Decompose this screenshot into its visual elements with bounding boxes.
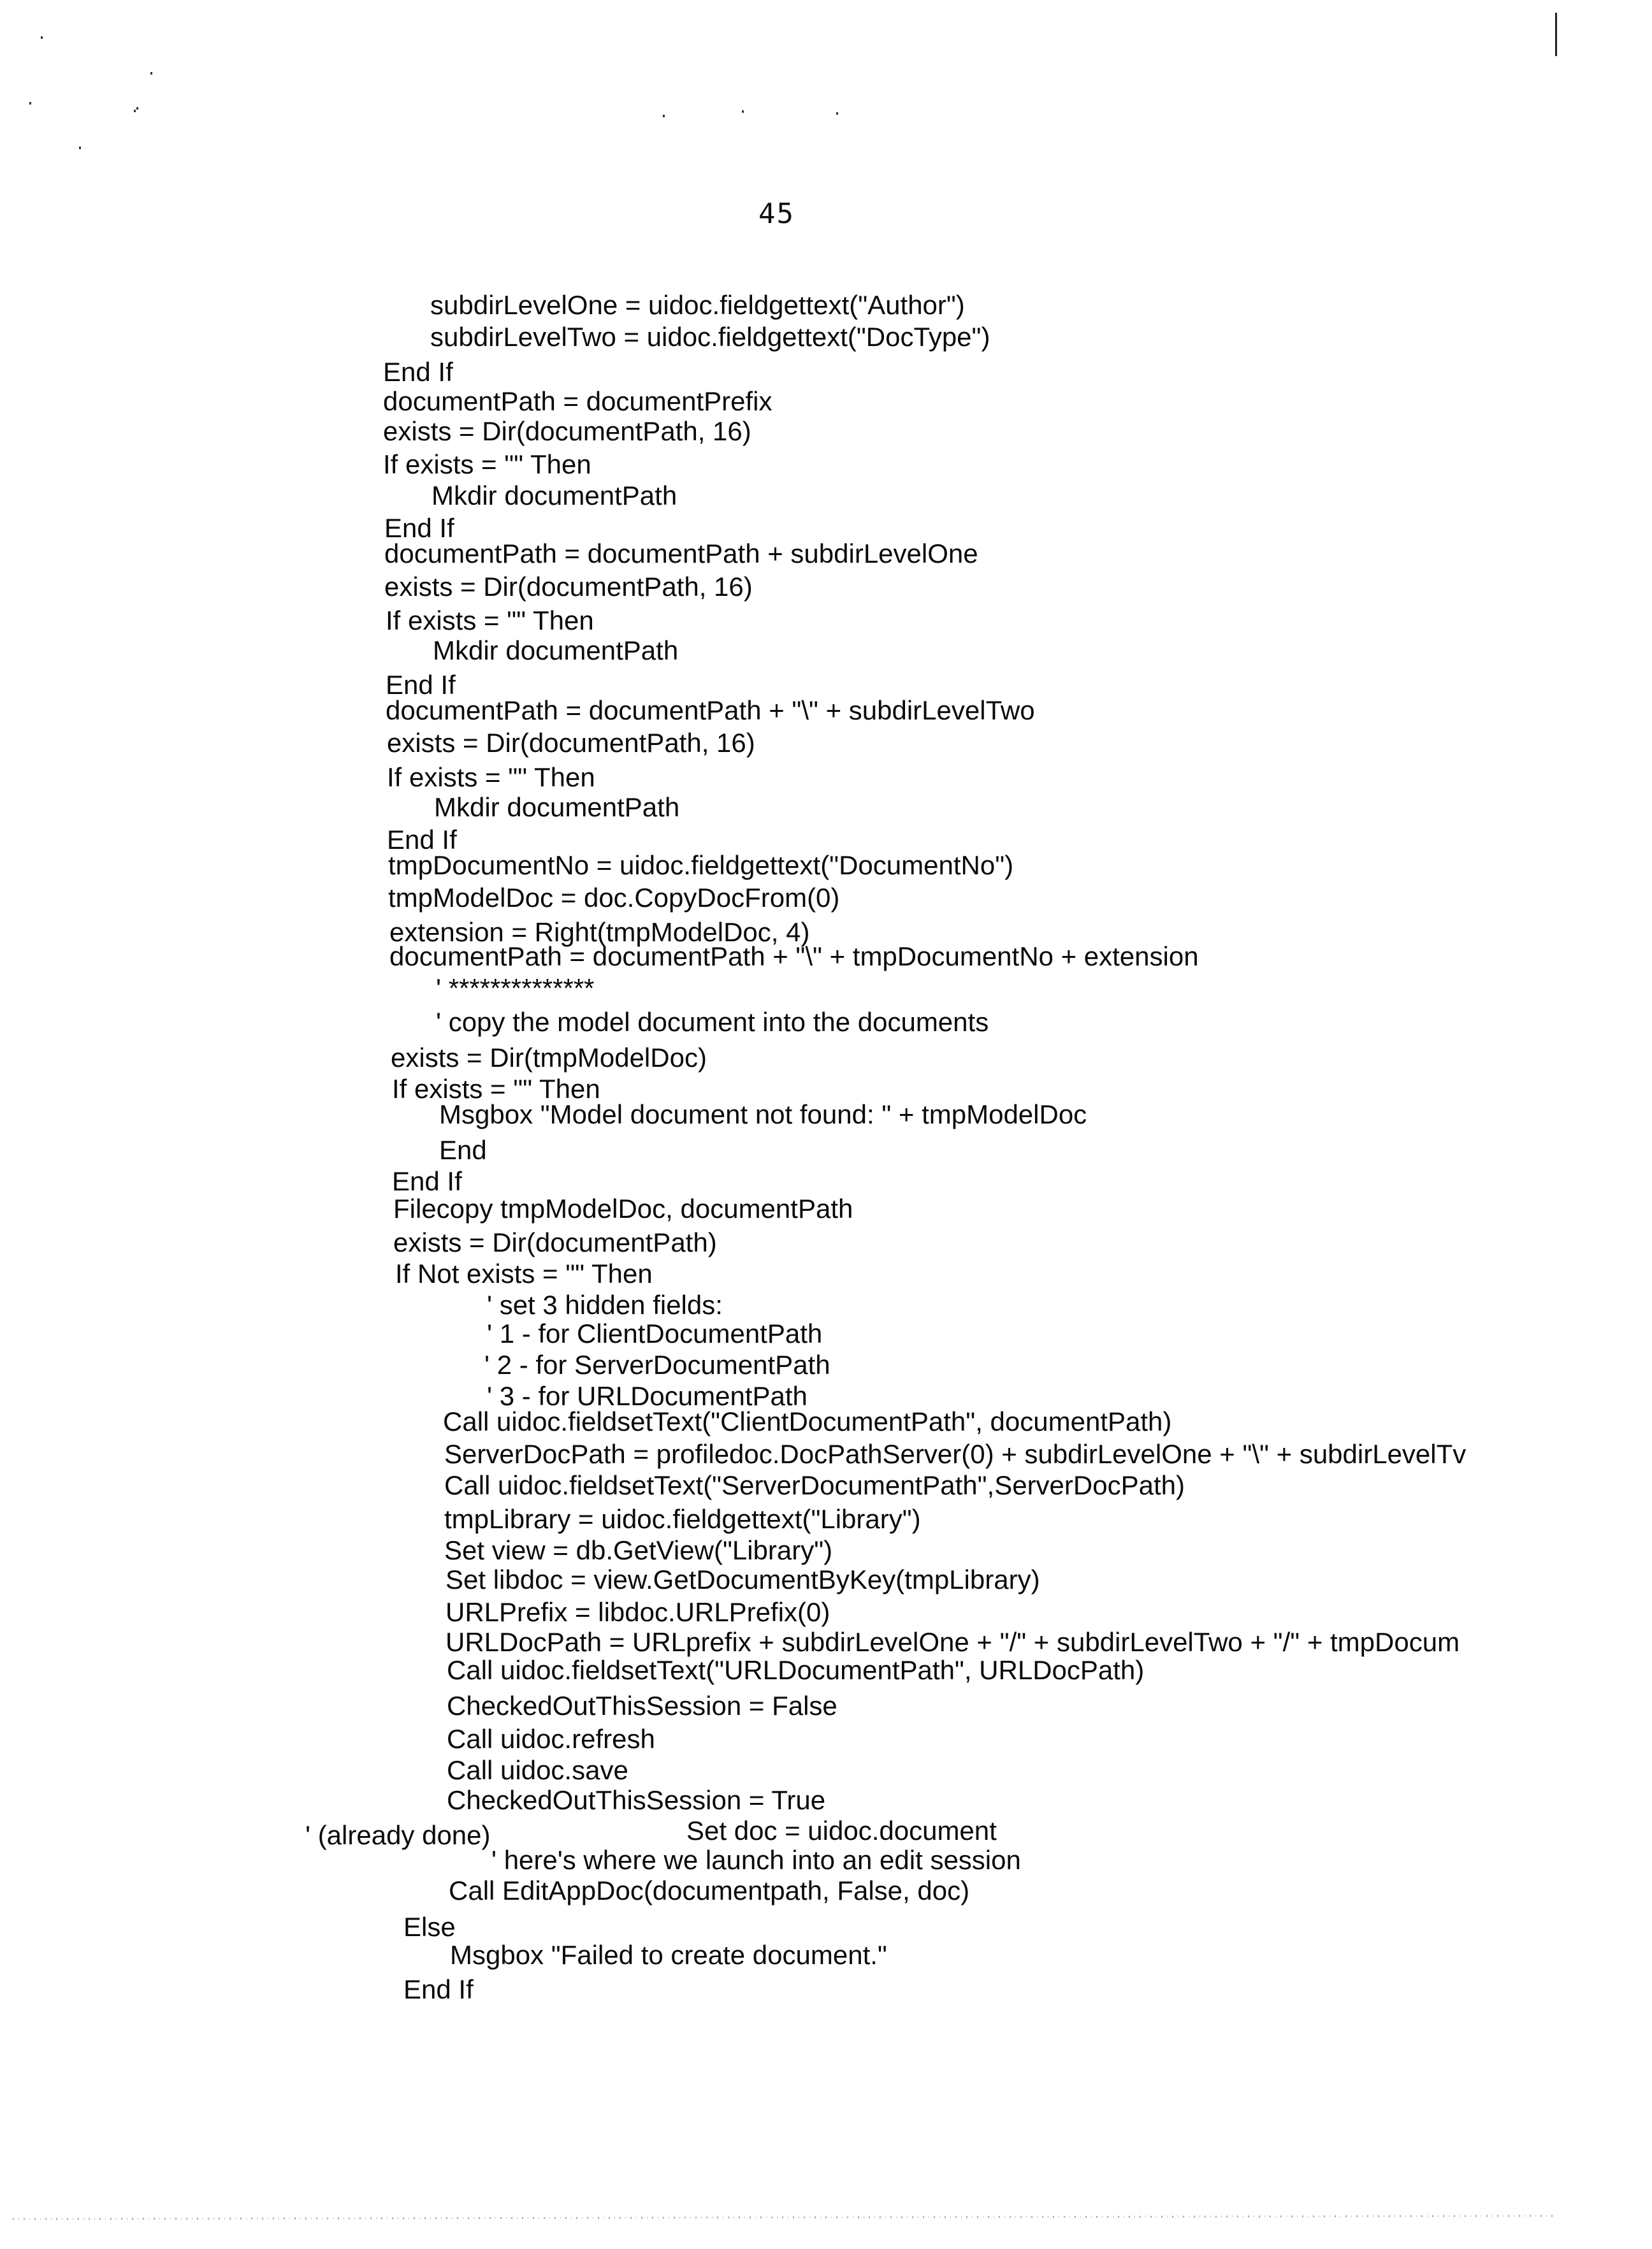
page-number: 45 [758,198,795,230]
code-line: CheckedOutThisSession = False [447,1691,837,1721]
code-line: ' 2 - for ServerDocumentPath [484,1350,830,1380]
code-line: End If [387,825,457,855]
scan-speck [663,115,665,117]
code-line: If exists = "" Then [392,1074,600,1104]
code-line: Mkdir documentPath [433,635,679,665]
code-line: ' 1 - for ClientDocumentPath [487,1319,823,1349]
code-line: Call uidoc.fieldsetText("ServerDocumentPath",ServerDocPath) [444,1470,1185,1500]
scan-edge-line [1555,13,1557,56]
scan-bottom-noise [13,2215,1555,2220]
code-line: Call uidoc.save [447,1755,628,1785]
code-line: End If [383,357,453,387]
code-line: If exists = "" Then [383,449,591,479]
code-line: documentPath = documentPrefix [383,386,772,416]
code-line: If exists = "" Then [386,605,594,635]
code-line: Call uidoc.refresh [447,1724,655,1754]
code-line: End [439,1135,487,1165]
code-line: Else [403,1912,456,1942]
scan-speck [134,110,136,112]
code-line: Call uidoc.fieldsetText("ClientDocumentPath", documentPath) [443,1407,1172,1436]
scan-speck [136,107,138,110]
code-line: Msgbox "Model document not found: " + tmpModelDoc [439,1099,1087,1129]
code-line: ' copy the model document into the documents [436,1007,989,1037]
code-line: End If [392,1166,462,1196]
code-line: URLDocPath = URLprefix + subdirLevelOne + "/" + subdirLevelTwo + "/" + tmpDocum [446,1627,1460,1657]
code-line: Call uidoc.fieldsetText("URLDocumentPath", URLDocPath) [447,1655,1145,1685]
code-line: Call EditAppDoc(documentpath, False, doc) [449,1876,970,1906]
code-line: End If [386,670,456,700]
code-line: subdirLevelOne = uidoc.fieldgettext("Author") [430,290,965,320]
scan-speck [29,102,31,105]
scan-speck [41,36,43,39]
code-line: Msgbox "Failed to create document." [450,1940,887,1970]
scan-speck [836,112,838,115]
code-line: ' set 3 hidden fields: [487,1290,723,1320]
code-line: subdirLevelTwo = uidoc.fieldgettext("DocType") [430,322,990,352]
code-line: extension = Right(tmpModelDoc, 4) [389,917,810,947]
code-line: tmpDocumentNo = uidoc.fieldgettext("DocumentNo") [388,850,1014,880]
code-line: If exists = "" Then [387,762,595,792]
code-line: Set doc = uidoc.document [686,1816,997,1846]
code-line: CheckedOutThisSession = True [447,1785,826,1815]
code-line: ' (already done) [305,1820,491,1850]
code-line: Set libdoc = view.GetDocumentByKey(tmpLibrary) [446,1565,1040,1595]
scan-speck [150,72,152,75]
code-line: exists = Dir(documentPath) [393,1227,717,1257]
code-line: If Not exists = "" Then [395,1259,653,1289]
code-line: End If [403,1974,474,2004]
code-line: documentPath = documentPath + subdirLevelOne [384,539,978,568]
code-line: Mkdir documentPath [431,481,677,510]
code-line: documentPath = documentPath + "\" + tmpDocumentNo + extension [389,941,1199,971]
code-line: URLPrefix = libdoc.URLPrefix(0) [446,1597,830,1627]
code-line: ' ************** [436,973,595,1003]
code-line: tmpModelDoc = doc.CopyDocFrom(0) [388,883,840,913]
code-line: ServerDocPath = profiledoc.DocPathServer(0) + subdirLevelOne + "\" + subdirLevelTv [444,1439,1467,1469]
code-line: exists = Dir(documentPath, 16) [383,416,751,446]
code-line: exists = Dir(tmpModelDoc) [391,1043,707,1073]
code-line: Set view = db.GetView("Library") [444,1535,833,1565]
code-line: Mkdir documentPath [434,792,680,822]
scan-speck [79,147,81,149]
code-line: documentPath = documentPath + "\" + subdirLevelTwo [386,695,1035,725]
code-line: End If [384,513,454,543]
code-line: ' here's where we launch into an edit session [491,1845,1021,1875]
code-line: ' 3 - for URLDocumentPath [487,1381,808,1411]
code-line: exists = Dir(documentPath, 16) [384,572,753,602]
code-line: tmpLibrary = uidoc.fieldgettext("Library") [444,1504,921,1534]
scan-speck [742,110,744,113]
code-line: Filecopy tmpModelDoc, documentPath [393,1194,853,1224]
code-line: exists = Dir(documentPath, 16) [387,728,755,758]
